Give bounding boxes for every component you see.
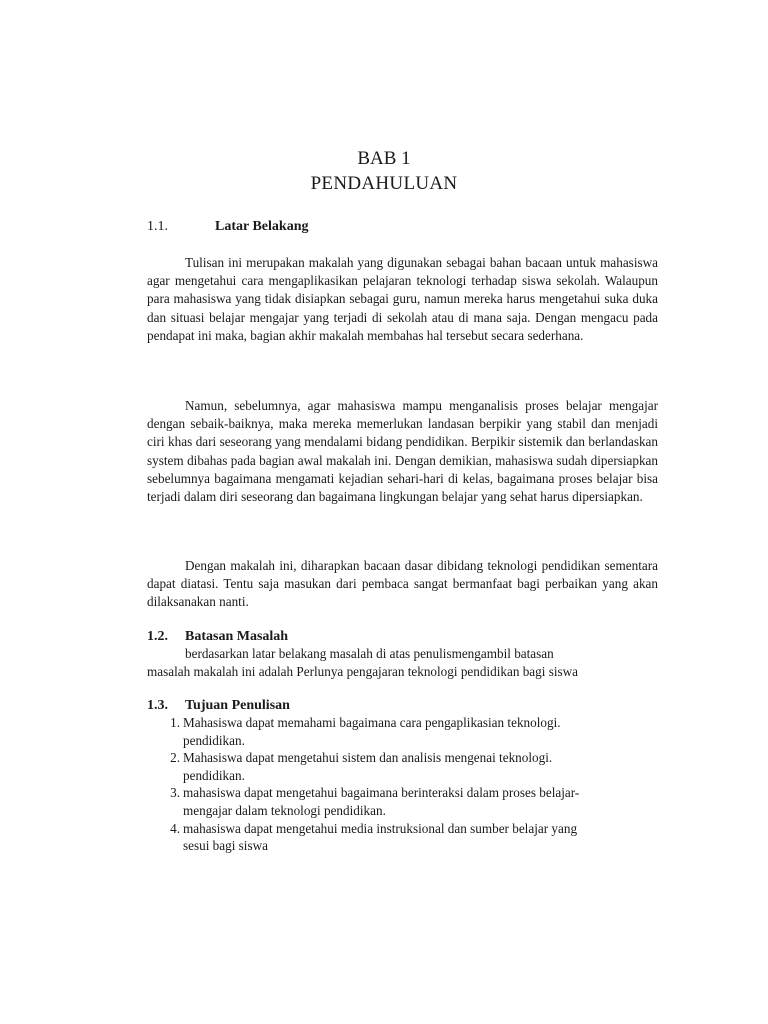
- section-number: 1.1.: [147, 219, 168, 234]
- list-item-line-2: pendidikan.: [183, 732, 245, 748]
- batasan-line-2: masalah makalah ini adalah Perlunya pengajaran teknologi pendidikan bagi siswa: [147, 664, 579, 680]
- batasan-line-1: berdasarkan latar belakang masalah di atas penulismengambil batasan: [185, 646, 554, 661]
- list-item-text: [183, 784, 643, 819]
- paragraph-latar-belakang-3: Dengan makalah ini, diharapkan bacaan dasar dibidang teknologi pendidikan sementara dapat diatasi. Tentu saja masukan dari pembaca sangat bermanfaat bagi perbaikan yang akan dilaksanakan nanti.: [147, 558, 658, 610]
- list-item-number: 1.: [170, 715, 180, 730]
- section-heading-batasan-masalah: [147, 628, 288, 646]
- list-item: [147, 749, 667, 784]
- list-item-text: [183, 749, 643, 784]
- list-item-line-1: Mahasiswa dapat mengetahui sistem dan analisis mengenai teknologi.: [183, 750, 553, 766]
- objectives-list: [147, 714, 667, 855]
- list-item-number: 4.: [170, 820, 180, 836]
- paragraph-latar-belakang-2: Namun, sebelumnya, agar mahasiswa mampu menganalisis proses belajar mengajar dengan sebaik-baiknya, maka mereka memerlukan landasan berpikir yang stabil dan menjadi ciri khas dari seseorang yang mendalami bidang pendidikan. Berpikir sistemik dan berlandaskan system dibahas pada bagian awal makalah ini. Dengan demikian, mahasiswa sudah dipersiapkan sebelumnya bagaimana mengamati kejadian sehari-hari di kelas, bagaimana proses belajar bisa terjadi dalam diri seseorang dan bagaimana lingkungan belajar yang sehat harus dipersiapkan.: [147, 398, 658, 505]
- list-item: [147, 784, 667, 819]
- list-item-number: 3.: [170, 785, 180, 801]
- list-item-line-1: mahasiswa dapat mengetahui bagaimana berinteraksi dalam proses belajar-: [183, 785, 580, 801]
- chapter-number: BAB 1: [357, 148, 411, 169]
- list-item-number: 2.: [170, 750, 180, 766]
- list-item-line-1: Mahasiswa dapat memahami bagaimana cara pengaplikasian teknologi.: [183, 715, 561, 730]
- section-number: 1.2.: [147, 629, 168, 644]
- section-title: Tujuan Penulisan: [185, 698, 290, 713]
- list-item-line-2: sesui bagi siswa: [183, 838, 268, 854]
- section-number: 1.3.: [147, 698, 168, 713]
- section-title: Latar Belakang: [215, 219, 309, 234]
- list-item: [147, 820, 667, 855]
- chapter-title: PENDAHULUAN: [310, 173, 458, 194]
- list-item: [147, 714, 667, 749]
- section-heading-latar-belakang: [147, 218, 308, 236]
- paragraph-batasan-masalah: [147, 645, 667, 681]
- list-item-text: [183, 820, 643, 855]
- list-item-line-2: pendidikan.: [183, 767, 245, 783]
- paragraph-latar-belakang-1: Tulisan ini merupakan makalah yang digunakan sebagai bahan bacaan untuk mahasiswa agar mengetahui cara mengaplikasikan pelajaran teknologi terhadap siswa sekolah. Walaupun para mahasiswa yang tidak disiapkan sebagai guru, namun mereka harus mengetahui suka duka dan situasi belajar mengajar yang terjadi di sekolah atau di mana saja. Dengan mengacu pada pendapat ini maka, bagian akhir makalah membahas hal tersebut secara sederhana.: [147, 255, 658, 343]
- list-item-line-1: mahasiswa dapat mengetahui media instruksional dan sumber belajar yang: [183, 820, 578, 836]
- list-item-line-2: mengajar dalam teknologi pendidikan.: [183, 802, 386, 818]
- section-heading-tujuan-penulisan: [147, 697, 290, 715]
- list-item-text: [183, 714, 643, 749]
- section-title: Batasan Masalah: [185, 629, 289, 644]
